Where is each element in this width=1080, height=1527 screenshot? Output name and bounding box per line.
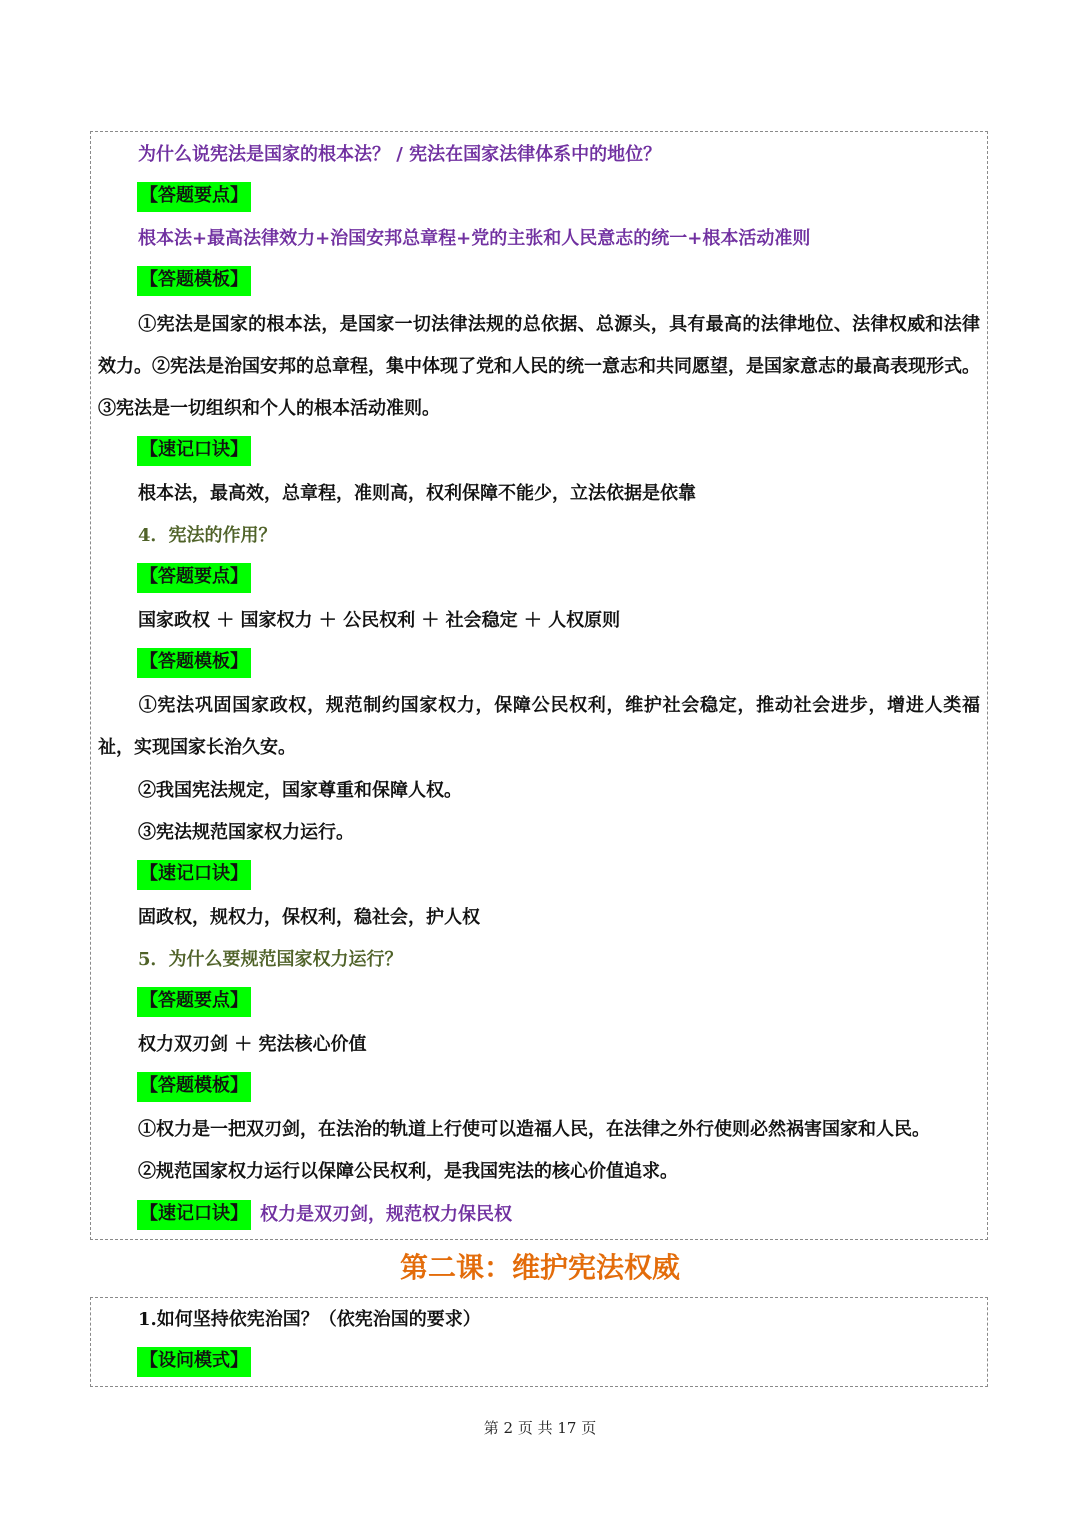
tag-mnemonic: 【速记口诀】 [137, 1200, 251, 1230]
page-footer: 第 2 页 共 17 页 [483, 1419, 597, 1437]
answer-points-text: 国家政权 ＋ 国家权力 ＋ 公民权利 ＋ 社会稳定 ＋ 人权原则 [138, 610, 621, 631]
answer-points-text: 根本法+最高法律效力+治国安邦总章程+党的主张和人民意志的统一+根本活动准则 [138, 228, 811, 249]
tag-answer-points: 【答题要点】 [137, 987, 251, 1017]
question-4: 4．宪法的作用？ [138, 525, 277, 546]
mnemonic-text: 固政权，规权力，保权利，稳社会，护人权 [138, 907, 480, 928]
lesson-title: 第二课：维护宪法权威 [399, 1251, 680, 1284]
tag-answer-points: 【答题要点】 [137, 563, 251, 593]
tag-answer-template: 【答题模板】 [137, 1072, 251, 1102]
tag-mnemonic: 【速记口诀】 [137, 860, 251, 890]
tag-answer-points: 【答题要点】 [137, 182, 251, 212]
tag-mnemonic: 【速记口诀】 [137, 436, 251, 466]
tag-question-mode: 【设问模式】 [137, 1347, 251, 1377]
mnemonic-text: 权力是双刃剑，规范权力保民权 [260, 1204, 512, 1225]
question-3: 为什么说宪法是国家的根本法？ / 宪法在国家法律体系中的地位？ [138, 144, 662, 165]
mnemonic-text: 根本法，最高效，总章程，准则高，权利保障不能少，立法依据是依靠 [138, 483, 696, 504]
tag-answer-template: 【答题模板】 [137, 648, 251, 678]
answer-template-text: ①宪法是国家的根本法，是国家一切法律法规的总依据、总源头，具有最高的法律地位、法律权威和法律效力。②宪法是治国安邦的总章程，集中体现了党和人民的统一意志和共同愿望，是国家意志的最高表现形式。③宪法是一切组织和个人的根本活动准则。 [98, 314, 980, 419]
question-1: 1.如何坚持依宪治国？（依宪治国的要求） [138, 1309, 481, 1330]
answer-template-text: ①宪法巩固国家政权，规范制约国家权力，保障公民权利，维护社会稳定，推动社会进步，增进人类福祉，实现国家长治久安。 [98, 695, 980, 758]
answer-template-text: ②规范国家权力运行以保障公民权利，是我国宪法的核心价值追求。 [138, 1161, 678, 1182]
tag-answer-template: 【答题模板】 [137, 266, 251, 296]
answer-template-text: ③宪法规范国家权力运行。 [138, 822, 354, 843]
answer-template-text: ②我国宪法规定，国家尊重和保障人权。 [138, 780, 462, 801]
question-5: 5．为什么要规范国家权力运行？ [138, 949, 403, 970]
answer-points-text: 权力双刃剑 ＋ 宪法核心价值 [138, 1034, 367, 1055]
answer-template-text: ①权力是一把双刃剑，在法治的轨道上行使可以造福人民，在法律之外行使则必然祸害国家和人民。 [138, 1119, 930, 1140]
